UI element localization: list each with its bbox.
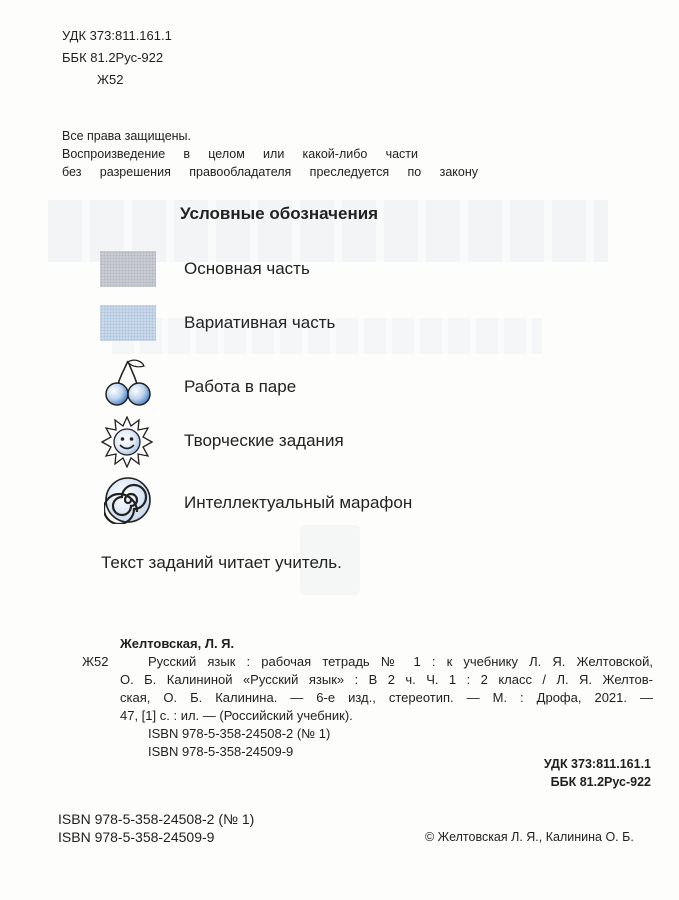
- rights-line-1: Все права защищены.: [62, 129, 192, 143]
- spiral-icon: [104, 476, 152, 524]
- footer-isbn-2: ISBN 978-5-358-24509-9: [58, 829, 215, 845]
- footer-isbn-1: ISBN 978-5-358-24508-2 (№ 1): [58, 811, 255, 827]
- header-code: Ж52: [97, 72, 124, 87]
- legend-title: Условные обозначения: [180, 204, 379, 223]
- rights-line-2: Воспроизведение в целом или какой-либо части: [62, 147, 418, 161]
- catalog-line-3: ская, О. Б. Калинина. — 6-е изд., стереотип. — М. : Дрофа, 2021. —: [120, 690, 653, 705]
- catalog-line-1: Русский язык : рабочая тетрадь № 1 : к учебнику Л. Я. Желтовской,: [148, 654, 653, 669]
- variative-part-swatch: [100, 305, 156, 341]
- catalog-author: Желтовская, Л. Я.: [120, 636, 235, 651]
- catalog-line-2: О. Б. Калининой «Русский язык» : В 2 ч. Ч. 1 : 2 класс / Л. Я. Желтов-: [120, 672, 653, 687]
- header-udk: УДК 373:811.161.1: [62, 28, 172, 43]
- catalog-bbk: ББК 81.2Рус-922: [550, 775, 651, 789]
- legend-label-marathon: Интеллектуальный марафон: [184, 493, 413, 512]
- sun-face-icon: [101, 416, 153, 468]
- footer-copyright: © Желтовская Л. Я., Калинина О. Б.: [425, 830, 634, 844]
- catalog-isbn-1: ISBN 978-5-358-24508-2 (№ 1): [148, 726, 331, 741]
- catalog-udk: УДК 373:811.161.1: [543, 757, 651, 771]
- legend-label-creative: Творческие задания: [184, 431, 344, 450]
- catalog-isbn-2: ISBN 978-5-358-24509-9: [148, 744, 294, 759]
- legend-label-pair-work: Работа в паре: [184, 377, 297, 396]
- catalog-code: Ж52: [82, 654, 109, 669]
- catalog-line-4: 47, [1] с. : ил. — (Российский учебник).: [120, 708, 353, 723]
- teacher-reads-note: Текст заданий читает учитель.: [101, 553, 342, 572]
- legend-label-main: Основная часть: [184, 259, 310, 278]
- main-part-swatch: [100, 251, 156, 287]
- rights-line-3: без разрешения правообладателя преследуется по закону: [62, 165, 478, 179]
- cherry-icon: [104, 358, 152, 408]
- header-bbk: ББК 81.2Рус-922: [62, 50, 164, 65]
- legend-label-variative: Вариативная часть: [184, 313, 336, 332]
